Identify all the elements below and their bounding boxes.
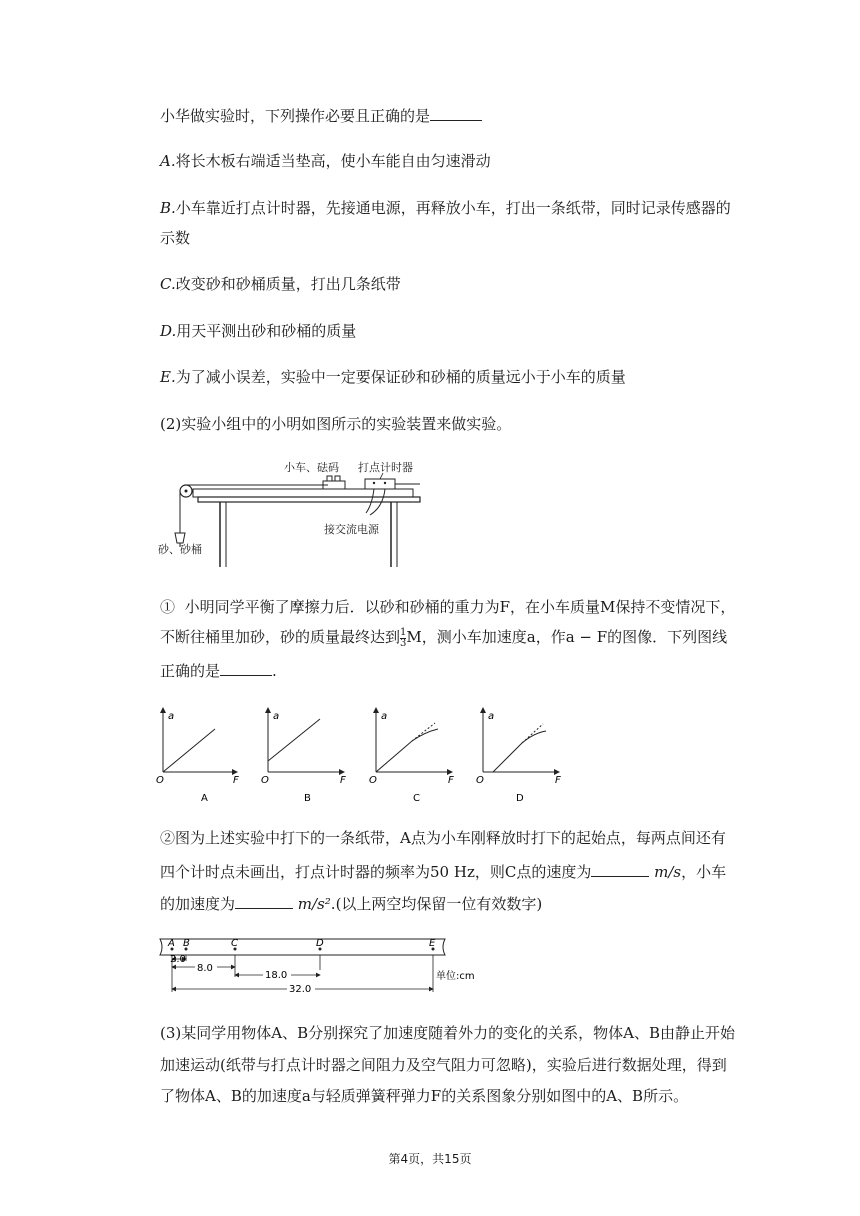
answer-blank [430,104,482,121]
svg-text:a: a [273,711,280,722]
page-footer: 第4页，共15页 [388,1152,472,1166]
option-a: A.将长木板右端适当垫高，使小车能自由匀速滑动 [160,152,491,170]
graph-b-line [268,719,320,761]
graph-c-curve [376,729,438,772]
svg-text:a: a [488,711,495,722]
apparatus-figure [158,455,428,573]
part2-heading: (2)实验小组中的小明如图所示的实验装置来做实验。 [160,415,512,433]
graph-a-label: A [201,793,208,804]
svg-text:F: F [555,775,561,786]
q2-line2: 四个计时点未画出，打点计时器的频率为50 Hz，则C点的速度为 m/s，小车 [160,860,726,883]
svg-text:O: O [369,775,377,786]
q2-line3: 的加速度为 m/s².(以上两空均保留一位有效数字) [160,892,542,915]
distance-ac: 8.0 [197,963,213,974]
graph-c [369,710,454,804]
timer-label: 打点计时器 [358,461,413,474]
sand-bucket-icon [175,533,185,543]
unit-label: 单位:cm [436,971,475,982]
q1-line1: ① 小明同学平衡了摩擦力后．以砂和砂桶的重力为F，在小车质量M保持不变情况下， [160,598,736,616]
distance-cd: 18.0 [265,970,288,981]
svg-text:B: B [183,938,190,949]
svg-text:O: O [476,775,484,786]
graph-a [156,710,239,804]
svg-text:O: O [156,775,164,786]
distance-ae: 32.0 [289,984,312,995]
svg-text:a: a [381,711,388,722]
graph-b-label: B [304,793,311,804]
option-c: C.改变砂和砂桶质量，打出几条纸带 [160,275,401,293]
table-top [198,497,420,502]
fraction-one-third: $\frac{1}{3}$ [400,626,407,649]
graph-a-line [163,729,215,772]
power-label: 接交流电源 [324,523,379,536]
part3-line1: (3)某同学用物体A、B分别探究了加速度随着外力的变化的关系，物体A、B由静止开始 [160,1024,735,1042]
part3-line2: 加速运动(纸带与打点计时器之间阻力及空气阻力可忽略)，实验后进行数据处理，得到 [160,1056,727,1074]
graph-b [261,710,346,804]
option-e: E.为了减小误差，实验中一定要保证砂和砂桶的质量远小于小车的质量 [160,368,626,386]
timer-icon [365,479,395,489]
graph-c-label: C [413,793,420,804]
graph-d [476,710,561,804]
sand-label: 砂、砂桶 [158,543,202,556]
svg-text:F: F [340,775,346,786]
q1-line2: 不断往桶里加砂，砂的质量最终达到 $\frac{1}{3}$ M，测小车加速度a，作a − F的图像．下列图线 [160,626,728,649]
velocity-blank [591,860,649,877]
af-graphs [150,705,570,805]
paper-tape [155,935,495,997]
long-board [193,489,413,497]
svg-text:C: C [231,938,238,949]
option-b: B.小车靠近打点计时器，先接通电源，再释放小车，打出一条纸带，同时记录传感器的 [160,199,731,217]
graph-d-label: D [516,793,524,804]
svg-text:O: O [261,775,269,786]
option-d: D.用天平测出砂和砂桶的质量 [160,322,357,340]
question-intro: 小华做实验时，下列操作必要且正确的是 [160,104,482,127]
svg-text:F: F [448,775,454,786]
q2-line1: ②图为上述实验中打下的一条纸带，A点为小车刚释放时打下的起始点，每两点间还有 [160,829,726,847]
acceleration-blank [235,892,293,909]
tape-outline [160,939,445,955]
option-b-continued: 示数 [160,229,191,247]
part3-line3: 了物体A、B的加速度a与轻质弹簧秤弹力F的关系图象分别如图中的A、B所示。 [160,1087,689,1105]
q1-line3: 正确的是 . [160,659,277,682]
graph-d-curve [493,731,546,772]
cart-label: 小车、砝码 [284,461,339,474]
distance-ab: 2.0 [170,954,186,965]
svg-text:a: a [168,711,175,722]
svg-text:A: A [168,938,175,949]
svg-text:E: E [429,938,436,949]
svg-text:F: F [233,775,239,786]
svg-text:D: D [316,938,324,949]
answer-blank [220,659,272,676]
